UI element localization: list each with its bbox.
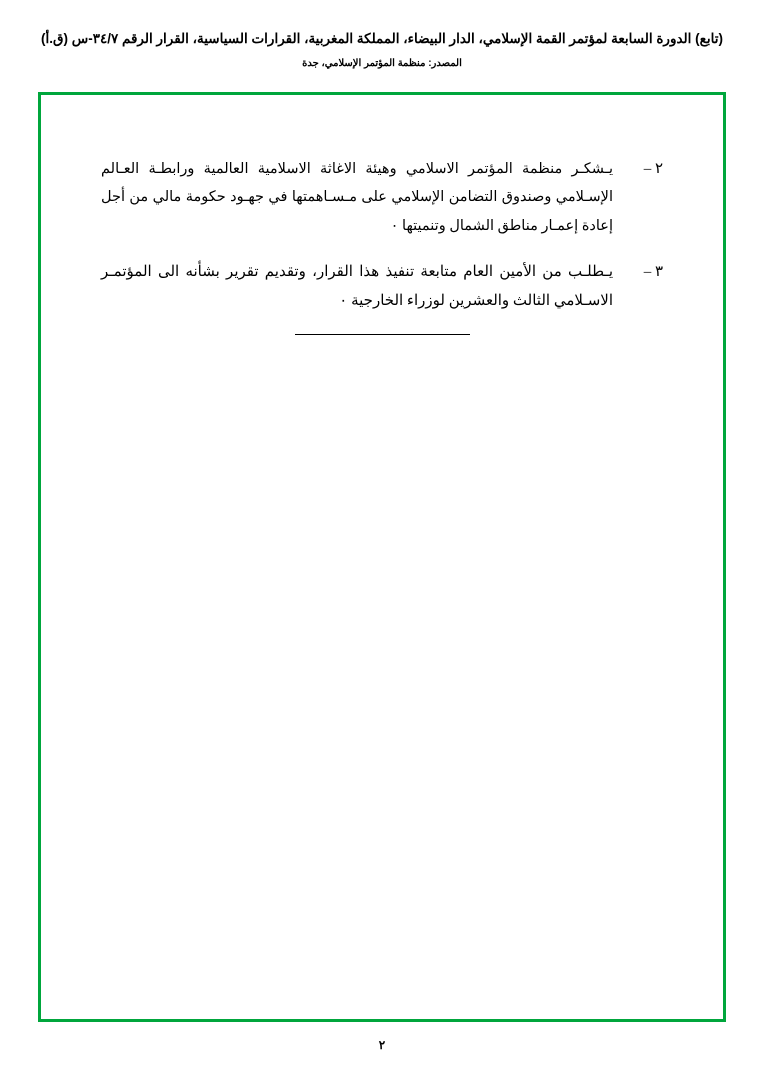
document-body: [101, 155, 663, 335]
document-header: [0, 30, 764, 69]
header-title: (تابع) الدورة السابعة لمؤتمر القمة الإسلامي، الدار البيضاء، المملكة المغربية، القرارات السياسية، القرار الرقم ٣٤/٧-س (ق.أ): [41, 31, 723, 46]
page-number: ٢: [378, 1038, 386, 1052]
clause-text: يـطلـب من الأمين العام متابعة تنفيذ هذا القرار، وتقديم تقرير بشأنه الى المؤتمـر الاسـلامي الثالث والعشرين لوزراء الخارجية ٠: [101, 263, 613, 310]
header-source: المصدر: منظمة المؤتمر الإسلامي، جدة: [302, 57, 462, 69]
page-border-frame: [38, 92, 726, 1022]
clause-number: ٢ –: [643, 161, 663, 177]
horizontal-divider: [295, 334, 470, 335]
clause-number: ٣ –: [643, 263, 663, 280]
clause-item: [101, 258, 663, 317]
clause-item: [101, 155, 663, 240]
clause-text: يـشكـر منظمة المؤتمر الاسلامي وهيئة الاغاثة الاسلامية العالمية ورابطـة العـالم الإسـلامي وصندوق التضامن الإسلامي على مـسـاهمتها في جهـود حكومة مالي من أجل إعادة إعمـار مناطق الشمال وتنميتها ٠: [101, 161, 613, 234]
